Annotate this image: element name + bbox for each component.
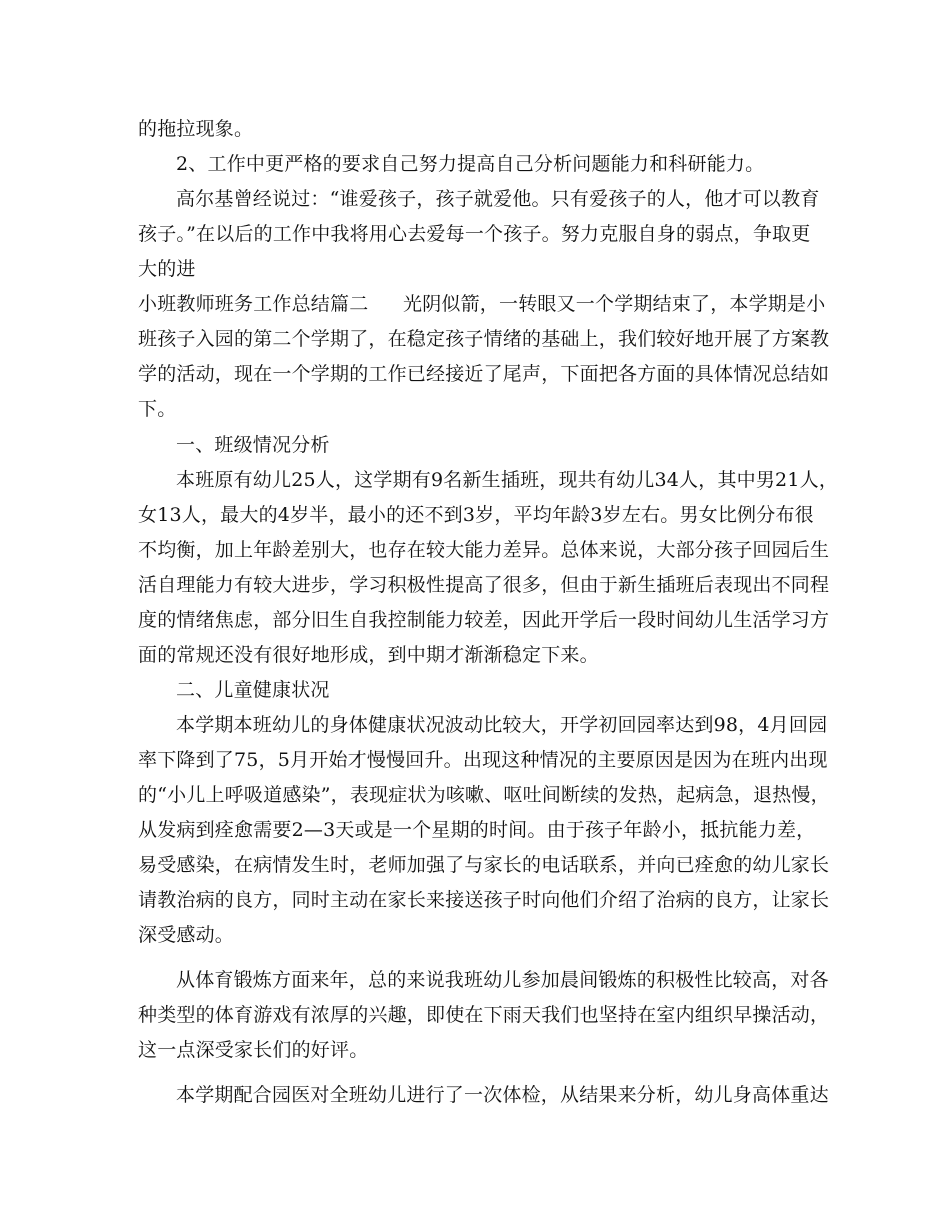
text-line xyxy=(0,778,950,812)
text-line xyxy=(0,743,950,777)
line-text: 易受感染，在病情发生时，老师加强了与家长的电话联系，并向已痊愈的幼儿家长 xyxy=(138,854,830,876)
line-text: 女13人，最大的4岁半，最小的还不到3岁，平均年龄3岁左右。男女比例分布很 xyxy=(138,504,814,526)
text-line xyxy=(0,287,950,321)
text-line xyxy=(0,813,950,847)
line-text: 高尔基曾经说过：“谁爱孩子，孩子就爱他。只有爱孩子的人，他才可以教育 xyxy=(176,188,820,210)
line-text: 深受感动。 xyxy=(138,924,235,946)
section-title: 小班教师班务工作总结篇二 xyxy=(138,293,369,315)
text-line xyxy=(0,1078,950,1112)
line-text: 度的情绪焦虑，部分旧生自我控制能力较差，因此开学后一段时间幼儿生活学习方 xyxy=(138,609,830,631)
line-text: 学的活动，现在一个学期的工作已经接近了尾声，下面把各方面的具体情况总结如 xyxy=(138,363,830,385)
text-line xyxy=(0,217,950,251)
line-text: 不均衡，加上年龄差别大，也存在较大能力差异。总体来说，大部分孩子回园后生 xyxy=(138,539,830,561)
line-text: 下。 xyxy=(138,398,177,420)
text-line xyxy=(0,322,950,356)
line-text: 请教治病的良方，同时主动在家长来接送孩子时向他们介绍了治病的良方，让家长 xyxy=(138,889,830,911)
text-line xyxy=(0,883,950,917)
text-line xyxy=(0,428,950,462)
line-text: 光阴似箭，一转眼又一个学期结束了，本学期是小 xyxy=(403,293,826,315)
text-line xyxy=(0,673,950,707)
text-line xyxy=(0,392,950,426)
text-line xyxy=(0,708,950,742)
text-line xyxy=(0,498,950,532)
text-line xyxy=(0,998,950,1032)
text-line xyxy=(0,112,950,146)
text-line xyxy=(0,533,950,567)
text-line xyxy=(0,918,950,952)
line-text: 面的常规还没有很好地形成，到中期才渐渐稳定下来。 xyxy=(138,644,599,666)
line-text: 班孩子入园的第二个学期了，在稳定孩子情绪的基础上，我们较好地开展了方案教 xyxy=(138,328,830,350)
line-text: 这一点深受家长们的好评。 xyxy=(138,1039,369,1061)
line-text: 活自理能力有较大进步，学习积极性提高了很多，但由于新生插班后表现出不同程 xyxy=(138,574,830,596)
text-line xyxy=(0,638,950,672)
line-text: 大的进 xyxy=(138,258,196,280)
text-line xyxy=(0,1033,950,1067)
line-text: 从发病到痊愈需要2—3天或是一个星期的时间。由于孩子年龄小，抵抗能力差， xyxy=(138,819,816,841)
line-text: 2、工作中更严格的要求自己努力提高自己分析问题能力和科研能力。 xyxy=(176,153,765,175)
text-line xyxy=(0,463,950,497)
text-line xyxy=(0,963,950,997)
text-line xyxy=(0,182,950,216)
text-line xyxy=(0,357,950,391)
line-text: 从体育锻炼方面来年，总的来说我班幼儿参加晨间锻炼的积极性比较高，对各 xyxy=(176,969,829,991)
text-line xyxy=(0,252,950,286)
text-line xyxy=(0,147,950,181)
text-line xyxy=(0,568,950,602)
subheading: 二、儿童健康状况 xyxy=(176,679,330,701)
line-text: 的拖拉现象。 xyxy=(138,118,254,140)
text-line xyxy=(0,848,950,882)
line-text: 本学期配合园医对全班幼儿进行了一次体检，从结果来分析，幼儿身高体重达 xyxy=(176,1084,829,1106)
line-text: 孩子。”在以后的工作中我将用心去爱每一个孩子。努力克服自身的弱点，争取更 xyxy=(138,223,811,245)
line-text: 率下降到了75，5月开始才慢慢回升。出现这种情况的主要原因是因为在班内出现 xyxy=(138,749,828,771)
subheading: 一、班级情况分析 xyxy=(176,434,330,456)
line-text: 种类型的体育游戏有浓厚的兴趣，即使在下雨天我们也坚持在室内组织早操活动， xyxy=(138,1004,830,1026)
text-line xyxy=(0,603,950,637)
line-text: 本班原有幼儿25人，这学期有9名新生插班，现共有幼儿34人，其中男21人， xyxy=(176,469,839,491)
line-text: 本学期本班幼儿的身体健康状况波动比较大，开学初回园率达到98，4月回园 xyxy=(176,714,828,736)
line-text: 的“小儿上呼吸道感染”，表现症状为咳嗽、呕吐间断续的发热，起病急，退热慢， xyxy=(138,784,830,806)
